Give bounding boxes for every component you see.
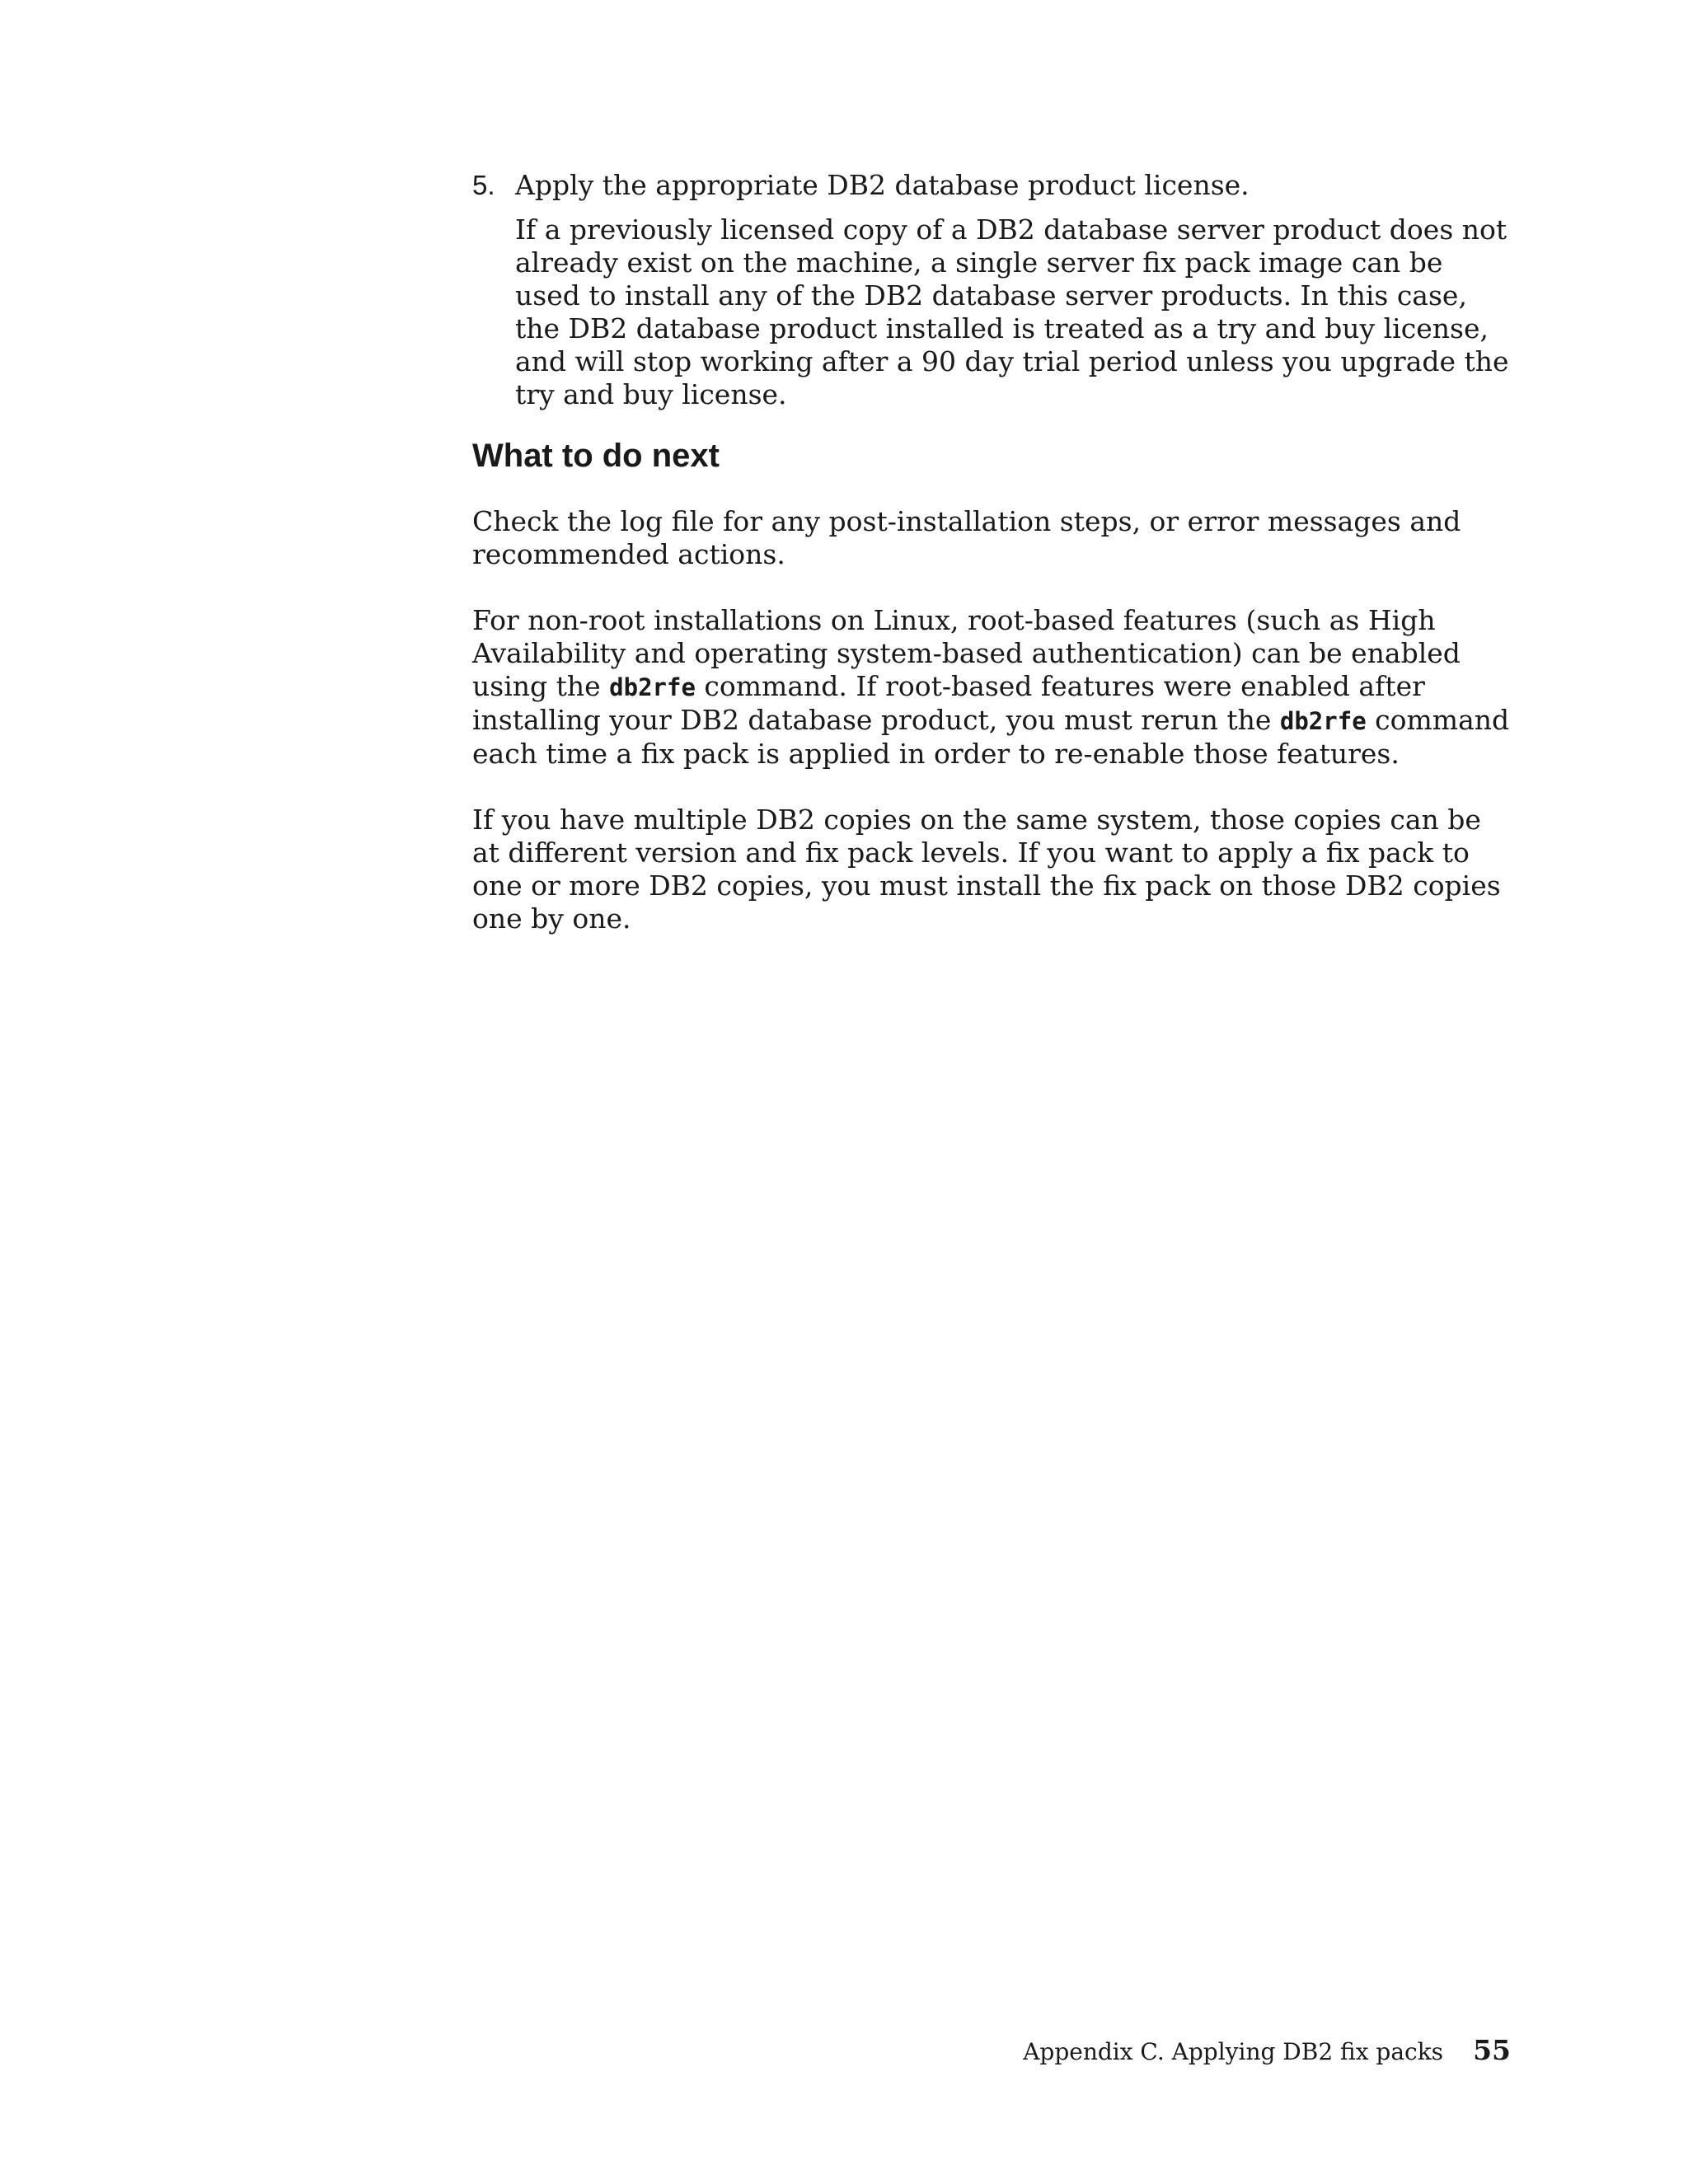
db2rfe-command-1: db2rfe [609, 673, 696, 701]
footer-title: Appendix C. Applying DB2 fix packs [1023, 2038, 1444, 2065]
step-5 [472, 169, 1511, 411]
paragraph-log-check: Check the log file for any post-installation steps, or error messages and recommended actions. [472, 505, 1461, 570]
section-heading: What to do next [472, 438, 720, 474]
para2-part2: command. If root-based features were enabled after installing your DB2 database product, you must rerun the [472, 670, 1425, 736]
step-text: Apply the appropriate DB2 database product license. [515, 169, 1250, 201]
paragraph-multiple-copies: If you have multiple DB2 copies on the same system, those copies can be at different version and fix pack levels. If you want to apply a fix pack to one or more DB2 copies, you must install the fix pack on those DB2 copies one by one. [472, 804, 1501, 935]
step-body [515, 169, 1511, 411]
page-footer [1023, 2034, 1511, 2066]
paragraph-non-root [472, 604, 1511, 771]
page-content [472, 169, 1511, 968]
db2rfe-command-2: db2rfe [1279, 707, 1367, 735]
page-number: 55 [1473, 2034, 1511, 2066]
step-detail: If a previously licensed copy of a DB2 database server product does not already exist on the machine, a single server fix pack image can be used to install any of the DB2 database server products. In this case, the DB2 database product installed is treated as a try and buy license, and will stop working after a 90 day trial period unless you upgrade the try and buy license. [515, 213, 1509, 410]
step-number: 5. [472, 170, 495, 200]
para2-part3: command each time a fix pack is applied in order to re-enable those features. [472, 704, 1510, 770]
para2-part1: For non-root installations on Linux, root-based features (such as High Availability and operating system-based authentication) can be enabled using the [472, 604, 1461, 702]
